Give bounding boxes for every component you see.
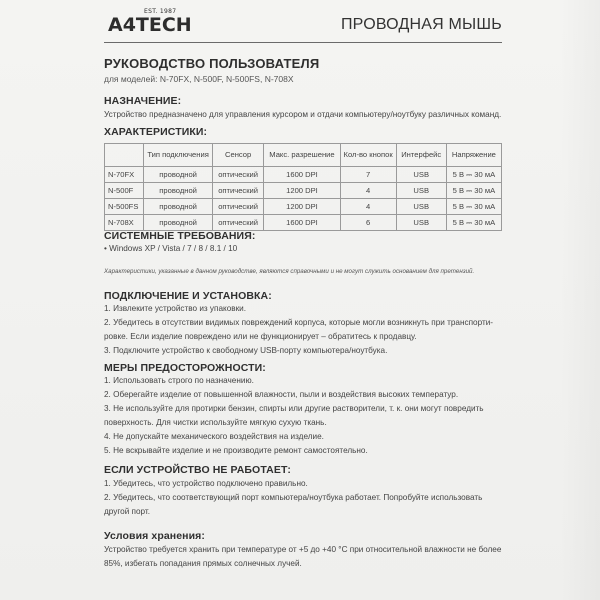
table-cell: 5 В ⎓ 30 мА [446,199,501,215]
manual-title: РУКОВОДСТВО ПОЛЬЗОВАТЕЛЯ [104,56,320,71]
table-cell: 1600 DPI [264,215,340,231]
specs-header-row [105,144,502,167]
troubleshoot-heading: ЕСЛИ УСТРОЙСТВО НЕ РАБОТАЕТ: [104,464,291,476]
connection-line: 2. Убедитесь в отсутствии видимых повреждений корпуса, которые могли возникнуть при транспорти- [104,318,493,327]
table-cell: 1200 DPI [264,199,340,215]
purpose-text [104,108,502,122]
table-cell: USB [396,167,446,183]
table-cell: 6 [340,215,396,231]
table-cell: 4 [340,199,396,215]
specs-table [104,143,502,231]
table-cell: N-500F [105,183,144,199]
specs-header-cell: Интерфейс [396,144,446,167]
precautions-line: 2. Оберегайте изделие от повышенной влажности, пыли и воздействия высоких температур. [104,390,459,399]
table-row [105,183,502,199]
table-cell: оптический [212,199,264,215]
specs-header-cell: Напряжение [446,144,501,167]
storage-heading: Условия хранения: [104,530,206,542]
specs-header-cell: Кол-во кнопок [340,144,396,167]
brand-logo [108,8,192,36]
table-row [105,167,502,183]
table-cell: USB [396,215,446,231]
table-cell: 1600 DPI [264,167,340,183]
table-cell: N-500FS [105,199,144,215]
table-cell: N-708X [105,215,144,231]
storage-text [104,543,502,571]
logo-text: A4TECH [108,14,192,36]
system-text [104,242,502,256]
table-cell: USB [396,199,446,215]
table-cell: 1200 DPI [264,183,340,199]
table-cell: 5 В ⎓ 30 мА [446,183,501,199]
precautions-line: 4. Не допускайте механического воздействия на изделие. [104,432,324,441]
table-cell: проводной [144,167,212,183]
table-cell: проводной [144,183,212,199]
purpose-heading: НАЗНАЧЕНИЕ: [104,95,182,107]
precautions-line: 3. Не используйте для протирки бензин, спирты или другие растворители, т. к. они могут повредить [104,404,484,413]
table-row [105,199,502,215]
precautions-text [104,374,502,458]
table-cell: оптический [212,215,264,231]
connection-heading: ПОДКЛЮЧЕНИЕ И УСТАНОВКА: [104,290,272,302]
connection-text [104,302,502,358]
purpose-line: Устройство предназначено для управления курсором и отдачи компьютеру/ноутбуку различных команд. [104,110,502,119]
table-cell: оптический [212,167,264,183]
connection-line: ровке. Если изделие повреждено или не функционирует – обратитесь к продавцу. [104,332,417,341]
storage-line: Устройство требуется хранить при температуре от +5 до +40 °С при относительной влажности не более [104,545,502,554]
paper-shadow [560,0,600,600]
storage-line: 85%, избегать попадания прямых солнечных лучей. [104,559,302,568]
logo-est: EST. 1987 [144,8,177,15]
connection-line: 1. Извлеките устройство из упаковки. [104,304,247,313]
precautions-line: 5. Не вскрывайте изделие и не производите ремонт самостоятельно. [104,446,368,455]
specs-heading: ХАРАКТЕРИСТИКИ: [104,126,208,138]
table-cell: 7 [340,167,396,183]
specs-header-cell: Сенсор [212,144,264,167]
troubleshoot-line: другой порт. [104,507,151,516]
specs-header-cell: Макс. разрешение [264,144,340,167]
table-cell: проводной [144,215,212,231]
system-heading: СИСТЕМНЫЕ ТРЕБОВАНИЯ: [104,230,256,242]
precautions-line: поверхность. Для чистки используйте мягкую сухую ткань. [104,418,327,427]
page-header [104,10,502,40]
precautions-heading: МЕРЫ ПРЕДОСТОРОЖНОСТИ: [104,362,266,374]
product-title: ПРОВОДНАЯ МЫШЬ [340,16,502,33]
troubleshoot-line: 1. Убедитесь, что устройство подключено правильно. [104,479,308,488]
table-cell: проводной [144,199,212,215]
disclaimer-text: Характеристики, указанные в данном руководстве, являются справочными и не могут служить основанием для претензий. [104,268,475,275]
models-line: для моделей: N-70FX, N-500F, N-500FS, N-708X [104,74,294,84]
table-row [105,215,502,231]
troubleshoot-text [104,477,502,519]
troubleshoot-line: 2. Убедитесь, что соответствующий порт компьютера/ноутбука работает. Попробуйте использовать [104,493,483,502]
table-cell: USB [396,183,446,199]
precautions-line: 1. Использовать строго по назначению. [104,376,254,385]
table-cell: 4 [340,183,396,199]
specs-header-cell [105,144,144,167]
connection-line: 3. Подключите устройство к свободному USB-порту компьютера/ноутбука. [104,346,388,355]
table-cell: N-70FX [105,167,144,183]
table-cell: оптический [212,183,264,199]
table-cell: 5 В ⎓ 30 мА [446,215,501,231]
specs-header-cell: Тип подключения [144,144,212,167]
table-cell: 5 В ⎓ 30 мА [446,167,501,183]
system-line: • Windows XP / Vista / 7 / 8 / 8.1 / 10 [104,244,238,253]
header-divider [104,42,502,43]
